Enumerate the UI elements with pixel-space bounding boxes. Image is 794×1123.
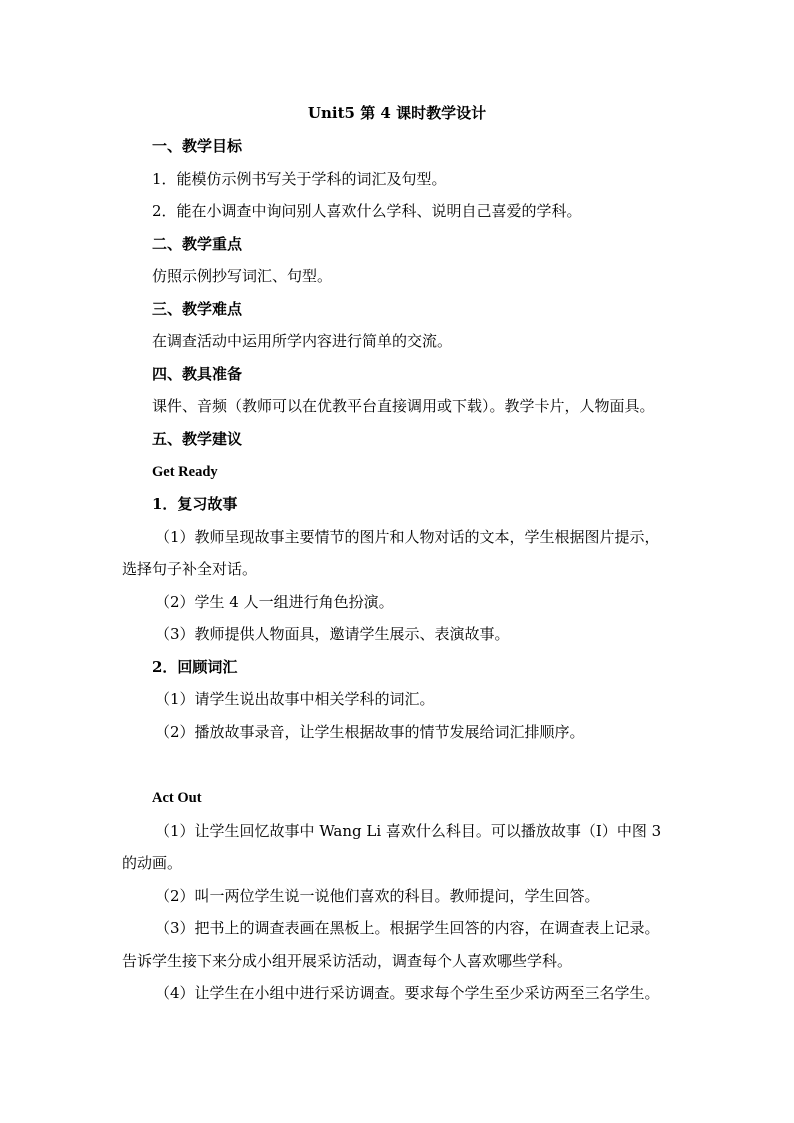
document-title: Unit5 第 4 课时教学设计 [307,104,487,122]
review-vocabulary-step-2: （2）播放故事录音，让学生根据故事的情节发展给词汇排顺序。 [155,723,585,741]
section-heading-difficulties: 三、教学难点 [152,300,243,318]
difficulties-text: 在调查活动中运用所学内容进行简单的交流。 [152,332,453,350]
review-story-step-1-line-1: （1）教师呈现故事主要情节的图片和人物对话的文本，学生根据图片提示， [155,528,660,546]
section-heading-objectives: 一、教学目标 [152,137,243,155]
review-vocabulary-step-1: （1）请学生说出故事中相关学科的词汇。 [155,690,435,708]
act-out-step-1-line-1: （1）让学生回忆故事中 Wang Li 喜欢什么科目。可以播放故事（I）中图 3 [155,822,662,840]
review-vocabulary-heading: 2．回顾词汇 [152,658,238,676]
section-heading-key-points: 二、教学重点 [152,235,243,253]
review-story-step-2: （2）学生 4 人一组进行角色扮演。 [155,593,394,611]
review-story-heading: 1．复习故事 [152,495,238,513]
objective-item-2: 2．能在小调查中询问别人喜欢什么学科、说明自己喜爱的学科。 [152,202,582,220]
act-out-step-3-line-2: 告诉学生接下来分成小组开展采访活动，调查每个人喜欢哪些学科。 [122,952,573,970]
act-out-step-1-line-2: 的动画。 [122,854,183,872]
act-out-heading: Act Out [152,790,202,806]
section-heading-materials: 四、教具准备 [152,365,243,383]
get-ready-heading: Get Ready [152,464,218,480]
act-out-step-2: （2）叫一两位学生说一说他们喜欢的科目。教师提问，学生回答。 [155,887,600,905]
materials-text: 课件、音频（教师可以在优教平台直接调用或下载）。教学卡片，人物面具。 [152,397,655,415]
act-out-step-4: （4）让学生在小组中进行采访调查。要求每个学生至少采访两至三名学生。 [155,984,660,1002]
objective-item-1: 1．能模仿示例书写关于学科的词汇及句型。 [152,170,447,188]
key-points-text: 仿照示例抄写词汇、句型。 [152,267,333,285]
review-story-step-1-line-2: 选择句子补全对话。 [122,560,258,578]
section-heading-suggestions: 五、教学建议 [152,430,243,448]
act-out-step-3-line-1: （3）把书上的调查表画在黑板上。根据学生回答的内容，在调查表上记录。 [155,919,660,937]
review-story-step-3: （3）教师提供人物面具，邀请学生展示、表演故事。 [155,625,510,643]
